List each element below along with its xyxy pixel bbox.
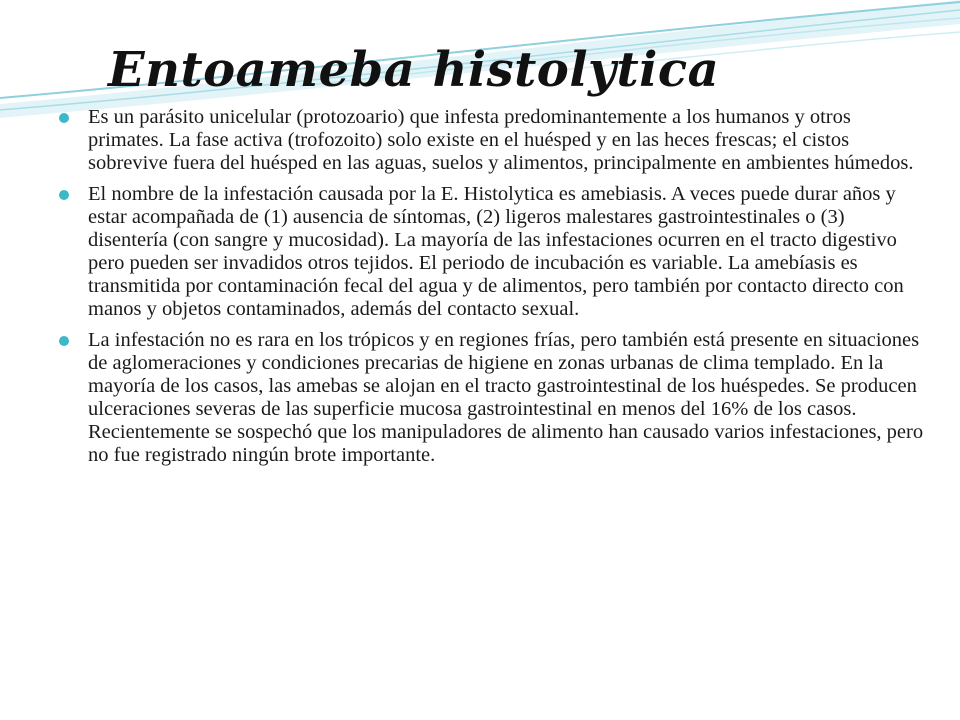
bullet-item bbox=[56, 106, 926, 175]
bullet-text: El nombre de la infestación causada por la E. Histolytica es amebiasis. A veces puede durar años y estar acompañada de (1) ausencia de síntomas, (2) ligeros malestares gastrointestinales o (3) disentería (con sangre y mucosidad). La mayoría de las infestaciones ocurren en el tracto digestivo pero pueden ser invadidos otros tejidos. El periodo de incubación es variable. La amebíasis es transmitida por contaminación fecal del agua y de alimentos, pero también por contacto directo con manos y objetos contaminados, además del contacto sexual. bbox=[88, 183, 904, 320]
bullet-item bbox=[56, 183, 926, 321]
bullet-dot-icon bbox=[59, 190, 69, 200]
bullet-dot-icon bbox=[59, 336, 69, 346]
bullet-dot-icon bbox=[59, 113, 69, 123]
bullet-text: Es un parásito unicelular (protozoario) que infesta predominantemente a los humanos y otros primates. La fase activa (trofozoito) solo existe en el huésped y en las heces frescas; el cistos sobrevive fuera del huésped en las aguas, suelos y alimentos, principalmente en ambientes húmedos. bbox=[88, 106, 914, 174]
bullet-item bbox=[56, 329, 926, 467]
slide-title: Entoameba histolytica bbox=[108, 42, 720, 98]
bullet-list bbox=[56, 106, 926, 475]
bullet-text: La infestación no es rara en los trópicos y en regiones frías, pero también está presente en situaciones de aglomeraciones y condiciones precarias de higiene en zonas urbanas de clima templado. En la mayoría de los casos, las amebas se alojan en el tracto gastrointestinal de los huéspedes. Se producen ulceraciones severas de las superficie mucosa gastrointestinal en menos del 16% de los casos. Recientemente se sospechó que los manipuladores de alimento han causado varios infestaciones, pero no fue registrado ningún brote importante. bbox=[88, 329, 924, 466]
